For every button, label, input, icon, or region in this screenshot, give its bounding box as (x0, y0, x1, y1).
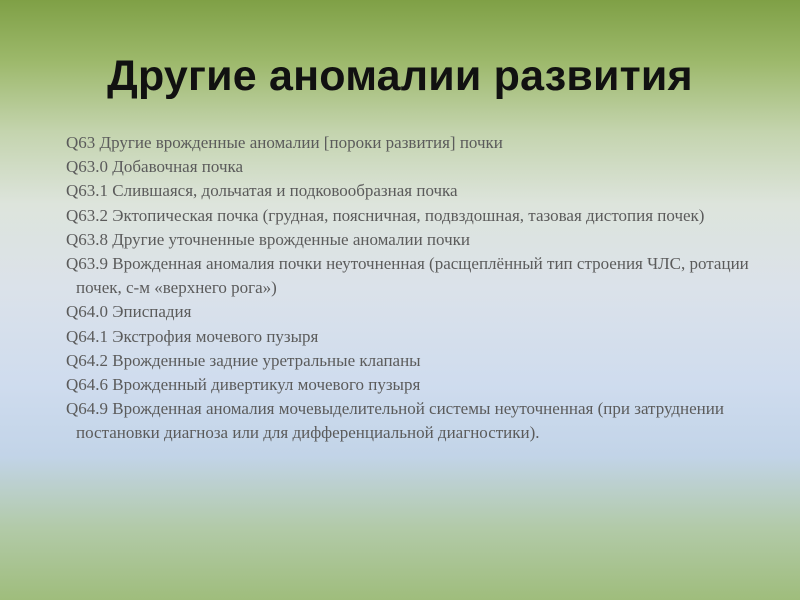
list-item: Q63.2 Эктопическая почка (грудная, поясничная, подвздошная, тазовая дистопия почек) (66, 205, 705, 225)
list-item: Q64.9 Врожденная аномалия мочевыделительной системы неуточненная (при затруднении постановки диагноза или для дифференциальной диагностики). (66, 399, 724, 443)
list-item: Q63.1 Слившаяся, дольчатая и подковообразная почка (66, 181, 458, 201)
list-item: Q63.9 Врожденная аномалия почки неуточненная (расщеплённый тип строения ЧЛС, ротации почек, с-м «верхнего рога») (66, 254, 749, 298)
list-item: Q63.8 Другие уточненные врожденные аномалии почки (66, 229, 470, 249)
list-item: Q63.0 Добавочная почка (66, 157, 244, 177)
slide-title: Другие аномалии развития (107, 52, 693, 100)
list-item: Q64.1 Экстрофия мочевого пузыря (66, 326, 319, 346)
list-item: Q64.2 Врожденные задние уретральные клапаны (66, 350, 421, 370)
anomaly-list (66, 131, 766, 446)
list-item: Q64.0 Эписпадия (66, 302, 192, 322)
list-item: Q63 Другие врожденные аномалии [пороки развития] почки (66, 133, 503, 152)
list-item: Q64.6 Врожденный дивертикул мочевого пузыря (66, 375, 421, 395)
